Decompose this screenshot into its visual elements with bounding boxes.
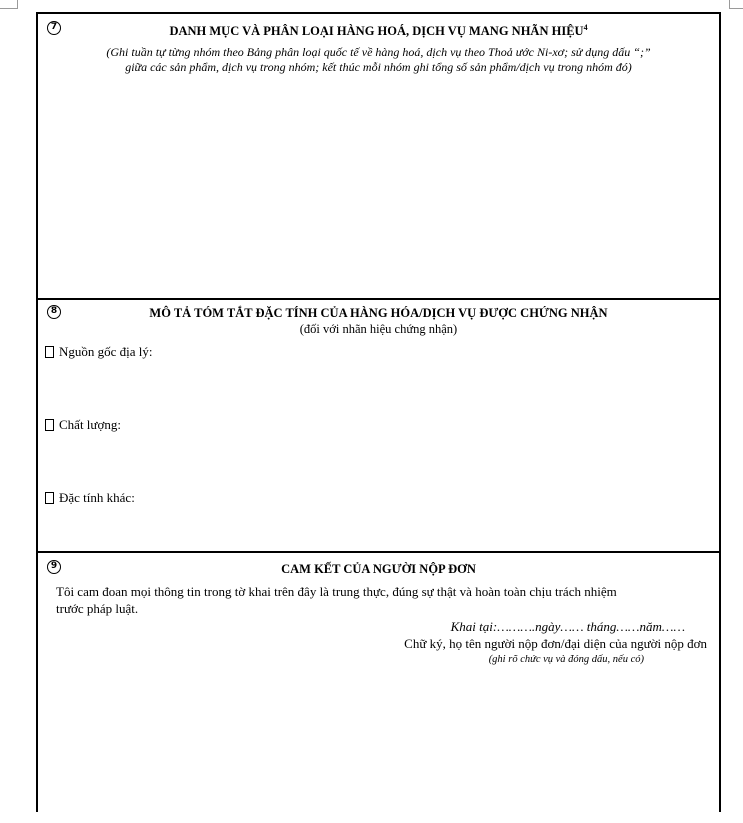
application-form-box [36, 12, 721, 812]
certified-characteristics-section [38, 300, 719, 553]
signature-line: Chữ ký, họ tên người nộp đơn/đại diện của người nộp đơn [404, 636, 707, 651]
certification-mark-note: (đối với nhãn hiệu chứng nhận) [299, 322, 458, 336]
crop-mark-right-horizontal [729, 8, 743, 9]
goods-services-title [38, 24, 719, 39]
certified-characteristics-title: MÔ TẢ TÓM TẮT ĐẶC TÍNH CỦA HÀNG HÓA/DỊCH VỤ ĐƯỢC CHỨNG NHẬN [149, 306, 608, 320]
circled-number-icon: 8 [47, 305, 61, 319]
place-date-line: Khai tại:……….ngày…… tháng……năm…… [450, 619, 685, 634]
classification-instruction-line-1: (Ghi tuần tự từng nhóm theo Bảng phân loại quốc tế về hàng hoá, dịch vụ theo Thoả ước Ni-xơ; sử dụng dấu “;” [106, 45, 651, 59]
goods-services-title-text: DANH MỤC VÀ PHÂN LOẠI HÀNG HOÁ, DỊCH VỤ MANG NHÃN HIỆU [169, 24, 584, 38]
commitment-statement-line-2: trước pháp luật. [56, 601, 139, 616]
circled-number-icon: 7 [47, 21, 61, 35]
circled-number-icon: 9 [47, 560, 61, 574]
checkbox-icon[interactable] [45, 419, 54, 431]
crop-mark-left-horizontal [0, 8, 18, 9]
checkbox-icon[interactable] [45, 492, 54, 504]
geographic-origin-option[interactable] [45, 344, 153, 360]
commitment-statement [56, 583, 699, 617]
other-characteristics-label: Đặc tính khác: [59, 490, 135, 505]
footnote-marker: 4 [583, 22, 588, 32]
classification-instruction [44, 45, 713, 75]
geographic-origin-label: Nguồn gốc địa lý: [59, 344, 153, 359]
checkbox-icon[interactable] [45, 346, 54, 358]
applicant-commitment-title: CAM KẾT CỦA NGƯỜI NỘP ĐƠN [281, 562, 476, 576]
signature-note: (ghi rõ chức vụ và đóng dấu, nếu có) [488, 654, 644, 665]
commitment-statement-line-1: Tôi cam đoan mọi thông tin trong tờ khai trên đây là trung thực, đúng sự thật và hoàn toàn chịu trách nhiệm [56, 584, 617, 599]
classification-instruction-line-2: giữa các sản phẩm, dịch vụ trong nhóm; kết thúc mỗi nhóm ghi tổng số sản phẩm/dịch vụ trong nhóm đó) [125, 60, 632, 74]
applicant-commitment-section [38, 553, 719, 823]
quality-label: Chất lượng: [59, 417, 121, 432]
quality-option[interactable] [45, 417, 121, 433]
other-characteristics-option[interactable] [45, 490, 135, 506]
goods-services-section [38, 14, 719, 300]
